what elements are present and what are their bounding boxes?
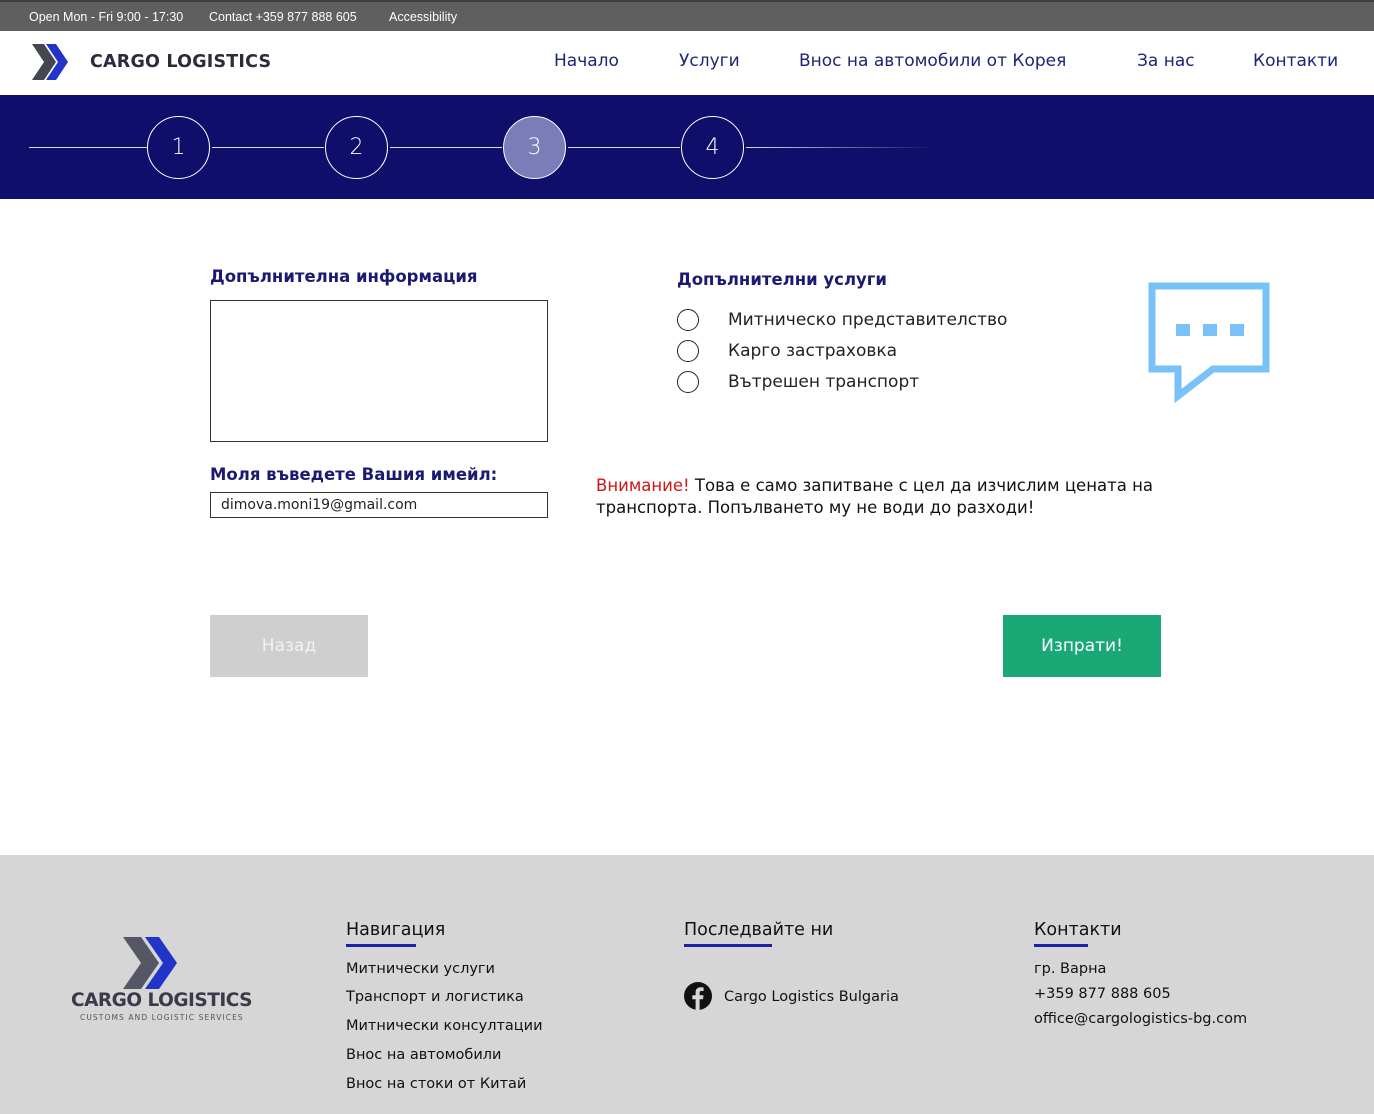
footer-logo-icon[interactable] <box>123 937 189 989</box>
radio-button[interactable] <box>677 309 699 331</box>
step-2[interactable]: 2 <box>325 116 388 179</box>
footer-follow-title: Последвайте ни <box>684 920 834 940</box>
service-option-insurance[interactable] <box>677 339 897 363</box>
back-button[interactable]: Назад <box>210 615 368 677</box>
footer-link-transport[interactable]: Транспорт и логистика <box>346 989 524 1005</box>
service-option-customs[interactable] <box>677 308 1007 332</box>
footer-brand-tagline: CUSTOMS AND LOGISTIC SERVICES <box>80 1013 244 1022</box>
footer-title-underline <box>684 944 772 947</box>
footer-contact-phone[interactable]: +359 877 888 605 <box>1034 986 1171 1002</box>
progress-stepper <box>0 95 1374 199</box>
footer-contacts-title: Контакти <box>1034 920 1122 940</box>
step-connector <box>390 147 502 148</box>
footer-link-china-import[interactable]: Внос на стоки от Китай <box>346 1076 527 1092</box>
notice-warning: Внимание! <box>596 476 690 495</box>
facebook-icon[interactable] <box>684 982 712 1010</box>
nav-car-import-korea[interactable]: Внос на автомобили от Корея <box>799 51 1067 71</box>
accessibility-link[interactable]: Accessibility <box>389 10 458 24</box>
email-label: Моля въведете Вашия имейл: <box>210 465 498 484</box>
step-connector <box>568 147 680 148</box>
footer-brand-name: CARGO LOGISTICS <box>71 990 252 1011</box>
radio-button[interactable] <box>677 340 699 362</box>
nav-about[interactable]: За нас <box>1137 51 1195 71</box>
footer-title-underline <box>346 944 416 947</box>
site-header <box>0 31 1374 95</box>
email-input[interactable] <box>210 492 548 518</box>
send-button[interactable]: Изпрати! <box>1003 615 1161 677</box>
chat-bubble-icon <box>1147 281 1273 403</box>
contact-phone[interactable]: Contact +359 877 888 605 <box>209 10 357 24</box>
footer-title-underline <box>1034 944 1088 947</box>
site-footer <box>0 855 1374 1114</box>
opening-hours: Open Mon - Fri 9:00 - 17:30 <box>29 10 184 24</box>
nav-services[interactable]: Услуги <box>679 51 740 71</box>
service-label: Вътрешен транспорт <box>728 372 920 392</box>
nav-home[interactable]: Начало <box>554 51 619 71</box>
notice-text: Това е само запитване с цел да изчислим цената на транспорта. Попълването му не води до разходи! <box>596 476 1153 517</box>
step-4[interactable]: 4 <box>681 116 744 179</box>
service-label: Митническо представителство <box>728 310 1008 330</box>
top-info-bar <box>0 0 1374 31</box>
step-1[interactable]: 1 <box>147 116 210 179</box>
footer-link-consulting[interactable]: Митнически консултации <box>346 1018 543 1034</box>
facebook-page-link[interactable]: Cargo Logistics Bulgaria <box>724 989 899 1005</box>
service-option-domestic-transport[interactable] <box>677 370 919 394</box>
cargo-logo-icon[interactable] <box>32 44 76 80</box>
footer-link-customs[interactable]: Митнически услуги <box>346 961 495 977</box>
service-label: Карго застраховка <box>728 341 898 361</box>
step-connector <box>746 147 936 148</box>
footer-link-car-import[interactable]: Внос на автомобили <box>346 1047 502 1063</box>
additional-services-title: Допълнителни услуги <box>677 270 887 289</box>
footer-contact-email[interactable]: office@cargologistics-bg.com <box>1034 1011 1248 1027</box>
footer-nav-title: Навигация <box>346 920 446 940</box>
inquiry-notice <box>596 475 1196 519</box>
additional-info-textarea[interactable] <box>210 300 548 442</box>
footer-contact-city: гр. Варна <box>1034 961 1107 977</box>
step-connector <box>212 147 324 148</box>
nav-contacts[interactable]: Контакти <box>1253 51 1339 71</box>
step-connector <box>29 147 147 148</box>
brand-name[interactable]: CARGO LOGISTICS <box>90 52 272 72</box>
step-3-current[interactable]: 3 <box>503 116 566 179</box>
radio-button[interactable] <box>677 371 699 393</box>
additional-info-title: Допълнителна информация <box>210 267 478 286</box>
